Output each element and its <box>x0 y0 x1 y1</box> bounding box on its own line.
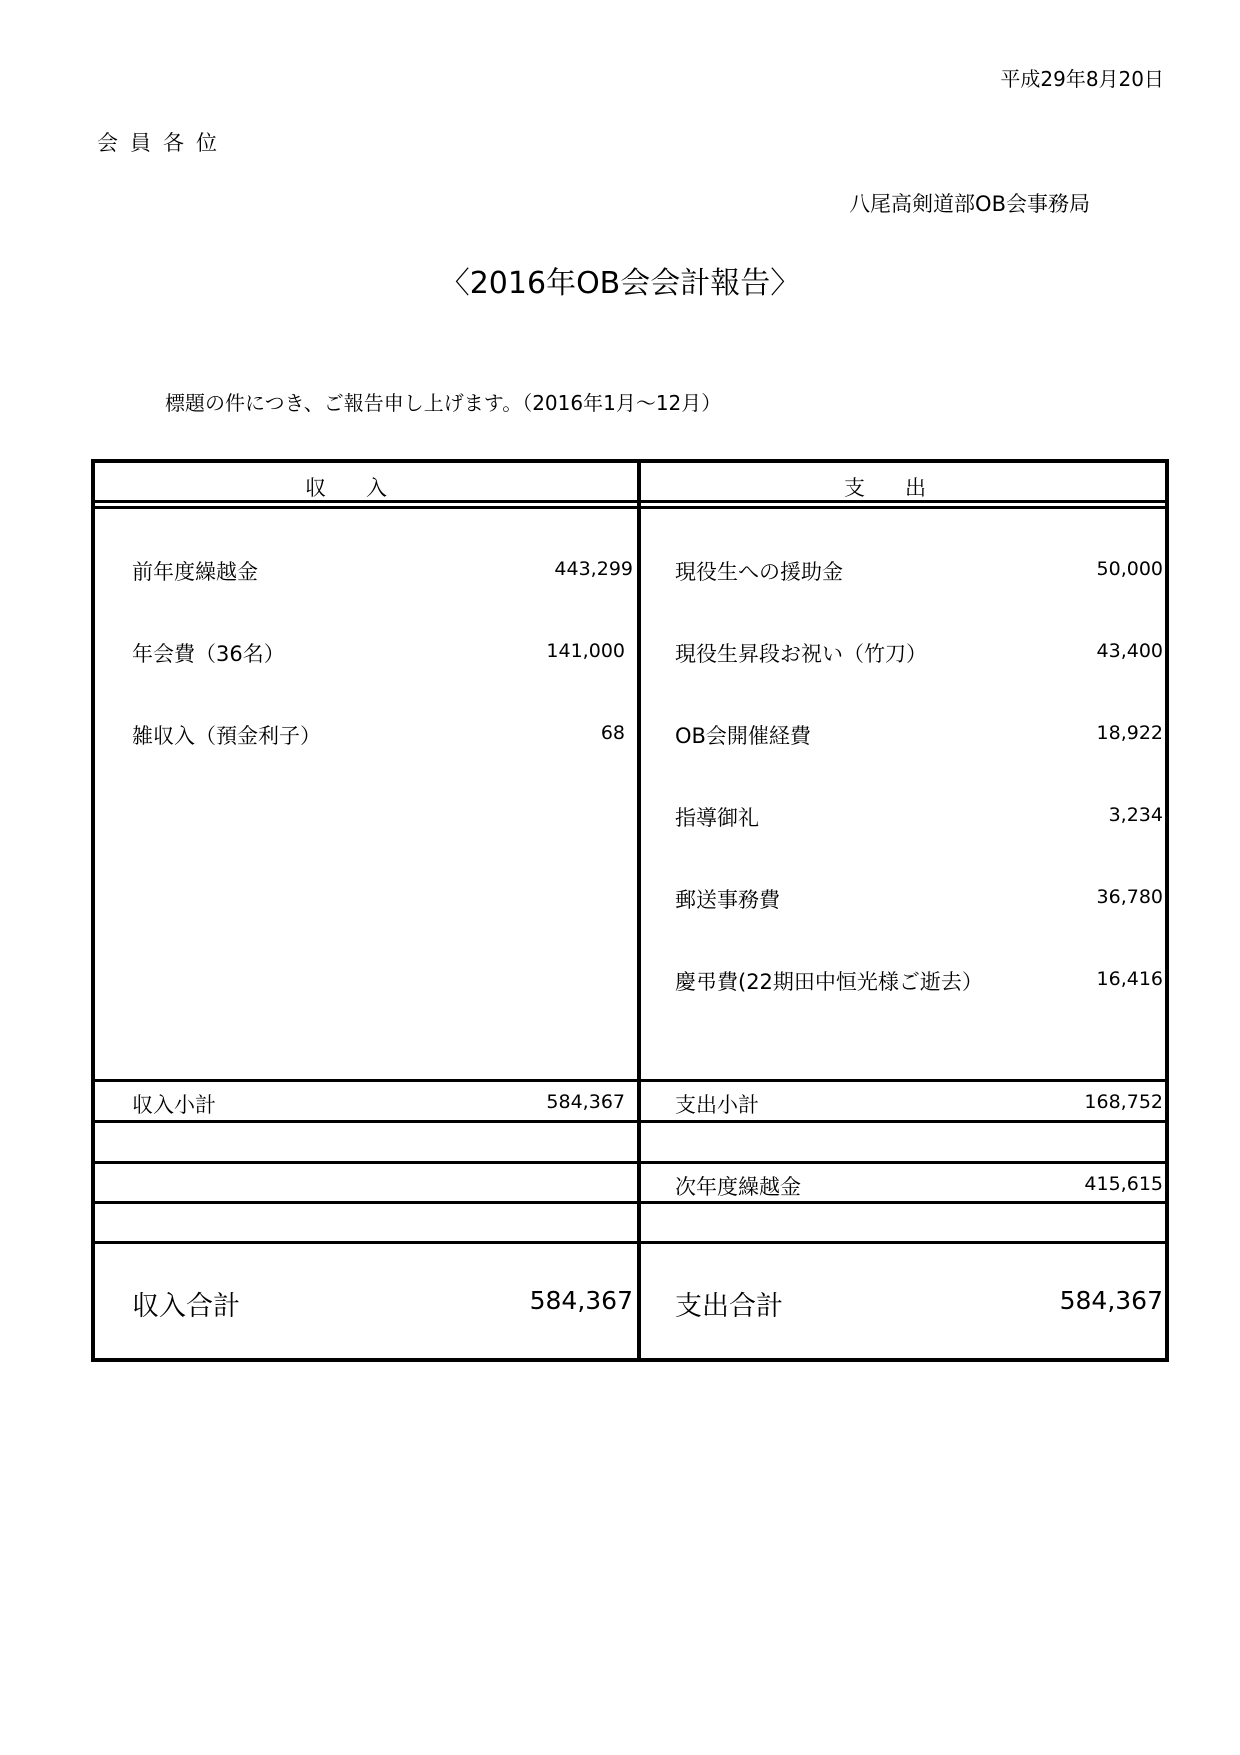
expense-total-label: 支出合計 <box>675 1291 783 1322</box>
subtotal-rule <box>95 1079 1165 1082</box>
income-item-amount: 141,000 <box>546 640 625 662</box>
expense-item-amount: 50,000 <box>1096 558 1163 580</box>
expense-subtotal-label: 支出小計 <box>675 1093 759 1117</box>
expense-item-amount: 3,234 <box>1108 804 1163 826</box>
carryover-label: 次年度繰越金 <box>675 1175 801 1199</box>
income-total-amount: 584,367 <box>529 1286 633 1315</box>
expense-item-label: 指導御礼 <box>675 806 759 830</box>
expense-item-label: 現役生への援助金 <box>675 560 843 584</box>
income-subtotal-label: 収入小計 <box>132 1093 216 1117</box>
addressee: 会員各位 <box>97 131 229 155</box>
expense-header: 支出 <box>844 476 966 500</box>
expense-item-amount: 43,400 <box>1096 640 1163 662</box>
income-total-label: 収入合計 <box>132 1291 240 1322</box>
document-date: 平成29年8月20日 <box>1000 67 1164 91</box>
expense-item-label: 慶弔費(22期田中恒光様ご逝去） <box>675 970 983 994</box>
income-item-label: 年会費（36名） <box>132 642 285 666</box>
carryover-amount: 415,615 <box>1084 1173 1163 1195</box>
sender: 八尾高剣道部OB会事務局 <box>849 192 1090 216</box>
column-divider <box>637 463 641 1358</box>
expense-item-amount: 18,922 <box>1096 722 1163 744</box>
total-rule <box>95 1241 1165 1244</box>
expense-item-label: 郵送事務費 <box>675 888 780 912</box>
expense-item-label: OB会開催経費 <box>675 724 811 748</box>
document-title: 〈2016年OB会会計報告〉 <box>439 266 801 301</box>
expense-item-label: 現役生昇段お祝い（竹刀） <box>675 642 927 666</box>
intro-text: 標題の件につき、ご報告申し上げます。（2016年1月～12月） <box>165 391 722 415</box>
expense-total-amount: 584,367 <box>1059 1286 1163 1315</box>
income-item-amount: 68 <box>600 722 625 744</box>
income-item-amount: 443,299 <box>554 558 633 580</box>
row-rule-1 <box>95 1120 1165 1123</box>
income-header: 収入 <box>305 476 427 500</box>
income-subtotal-amount: 584,367 <box>546 1091 625 1113</box>
row-rule-3 <box>95 1201 1165 1204</box>
expense-item-amount: 36,780 <box>1096 886 1163 908</box>
expense-subtotal-amount: 168,752 <box>1084 1091 1163 1113</box>
header-rule-2 <box>95 506 1165 509</box>
income-item-label: 前年度繰越金 <box>132 560 258 584</box>
income-item-label: 雑収入（預金利子） <box>132 724 321 748</box>
expense-item-amount: 16,416 <box>1096 968 1163 990</box>
financial-report-table <box>91 459 1169 1362</box>
row-rule-2 <box>95 1161 1165 1164</box>
